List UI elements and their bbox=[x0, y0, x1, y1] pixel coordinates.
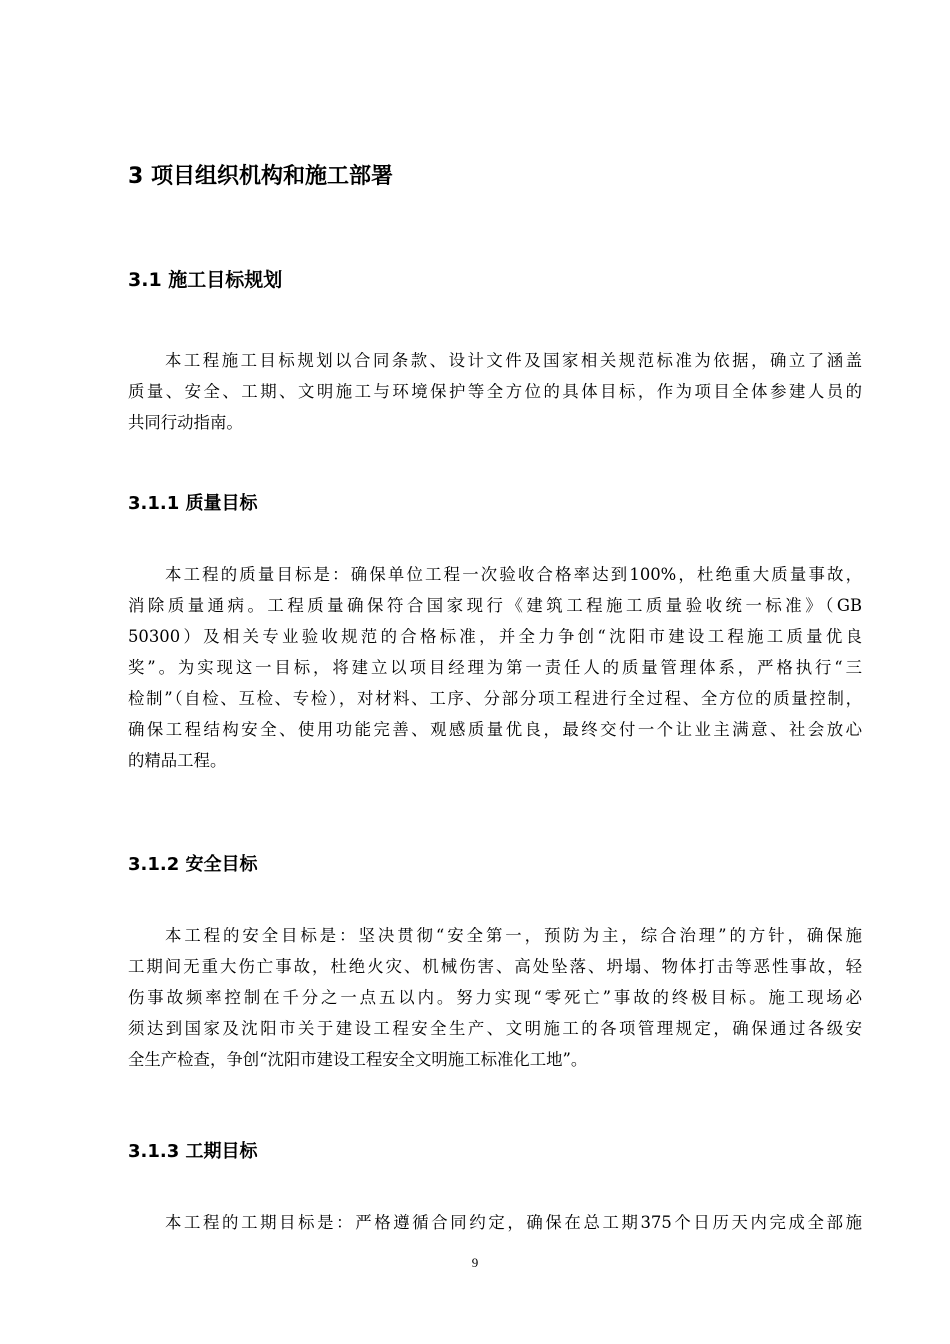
subsection-title-safety: 3.1.2 安全目标 bbox=[128, 854, 258, 875]
safety-paragraph bbox=[128, 920, 862, 1075]
paragraph-line: 本工程的工期目标是：严格遵循合同约定，确保在总工期375个日历天内完成全部施 bbox=[165, 1213, 862, 1232]
paragraph-line: 共同行动指南。 bbox=[128, 413, 243, 432]
paragraph-line: 须达到国家及沈阳市关于建设工程安全生产、文明施工的各项管理规定，确保通过各级安 bbox=[128, 1019, 862, 1038]
intro-paragraph bbox=[128, 345, 862, 438]
paragraph-line: 本工程的安全目标是：坚决贯彻“安全第一，预防为主，综合治理”的方针，确保施 bbox=[165, 926, 862, 945]
page-number: 9 bbox=[471, 1255, 479, 1270]
paragraph-line: 质量、安全、工期、文明施工与环境保护等全方位的具体目标，作为项目全体参建人员的 bbox=[128, 382, 862, 401]
paragraph-line: 工期间无重大伤亡事故，杜绝火灾、机械伤害、高处坠落、坍塌、物体打击等恶性事故，轻 bbox=[128, 957, 862, 976]
paragraph-line: 检制”（自检、互检、专检），对材料、工序、分部分项工程进行全过程、全方位的质量控制， bbox=[128, 689, 862, 708]
subsection-title-schedule: 3.1.3 工期目标 bbox=[128, 1141, 258, 1162]
paragraph-line: 本工程施工目标规划以合同条款、设计文件及国家相关规范标准为依据，确立了涵盖 bbox=[165, 351, 862, 370]
paragraph-line: 确保工程结构安全、使用功能完善、观感质量优良，最终交付一个让业主满意、社会放心 bbox=[128, 720, 862, 739]
paragraph-line: 伤事故频率控制在千分之一点五以内。努力实现“零死亡”事故的终极目标。施工现场必 bbox=[128, 988, 862, 1007]
schedule-paragraph bbox=[128, 1207, 862, 1238]
paragraph-line: 50300）及相关专业验收规范的合格标准，并全力争创“沈阳市建设工程施工质量优良 bbox=[128, 627, 862, 646]
paragraph-line: 消除质量通病。工程质量确保符合国家现行《建筑工程施工质量验收统一标准》（GB bbox=[128, 596, 862, 615]
chapter-title: 3 项目组织机构和施工部署 bbox=[128, 164, 393, 189]
paragraph-line: 本工程的质量目标是：确保单位工程一次验收合格率达到100%，杜绝重大质量事故， bbox=[165, 565, 862, 584]
paragraph-line: 奖”。为实现这一目标，将建立以项目经理为第一责任人的质量管理体系，严格执行“三 bbox=[128, 658, 862, 677]
paragraph-line: 全生产检查，争创“沈阳市建设工程安全文明施工标准化工地”。 bbox=[128, 1050, 588, 1069]
subsection-title-quality: 3.1.1 质量目标 bbox=[128, 493, 258, 514]
quality-paragraph bbox=[128, 559, 862, 776]
section-title: 3.1 施工目标规划 bbox=[128, 269, 283, 291]
paragraph-line: 的精品工程。 bbox=[128, 751, 227, 770]
